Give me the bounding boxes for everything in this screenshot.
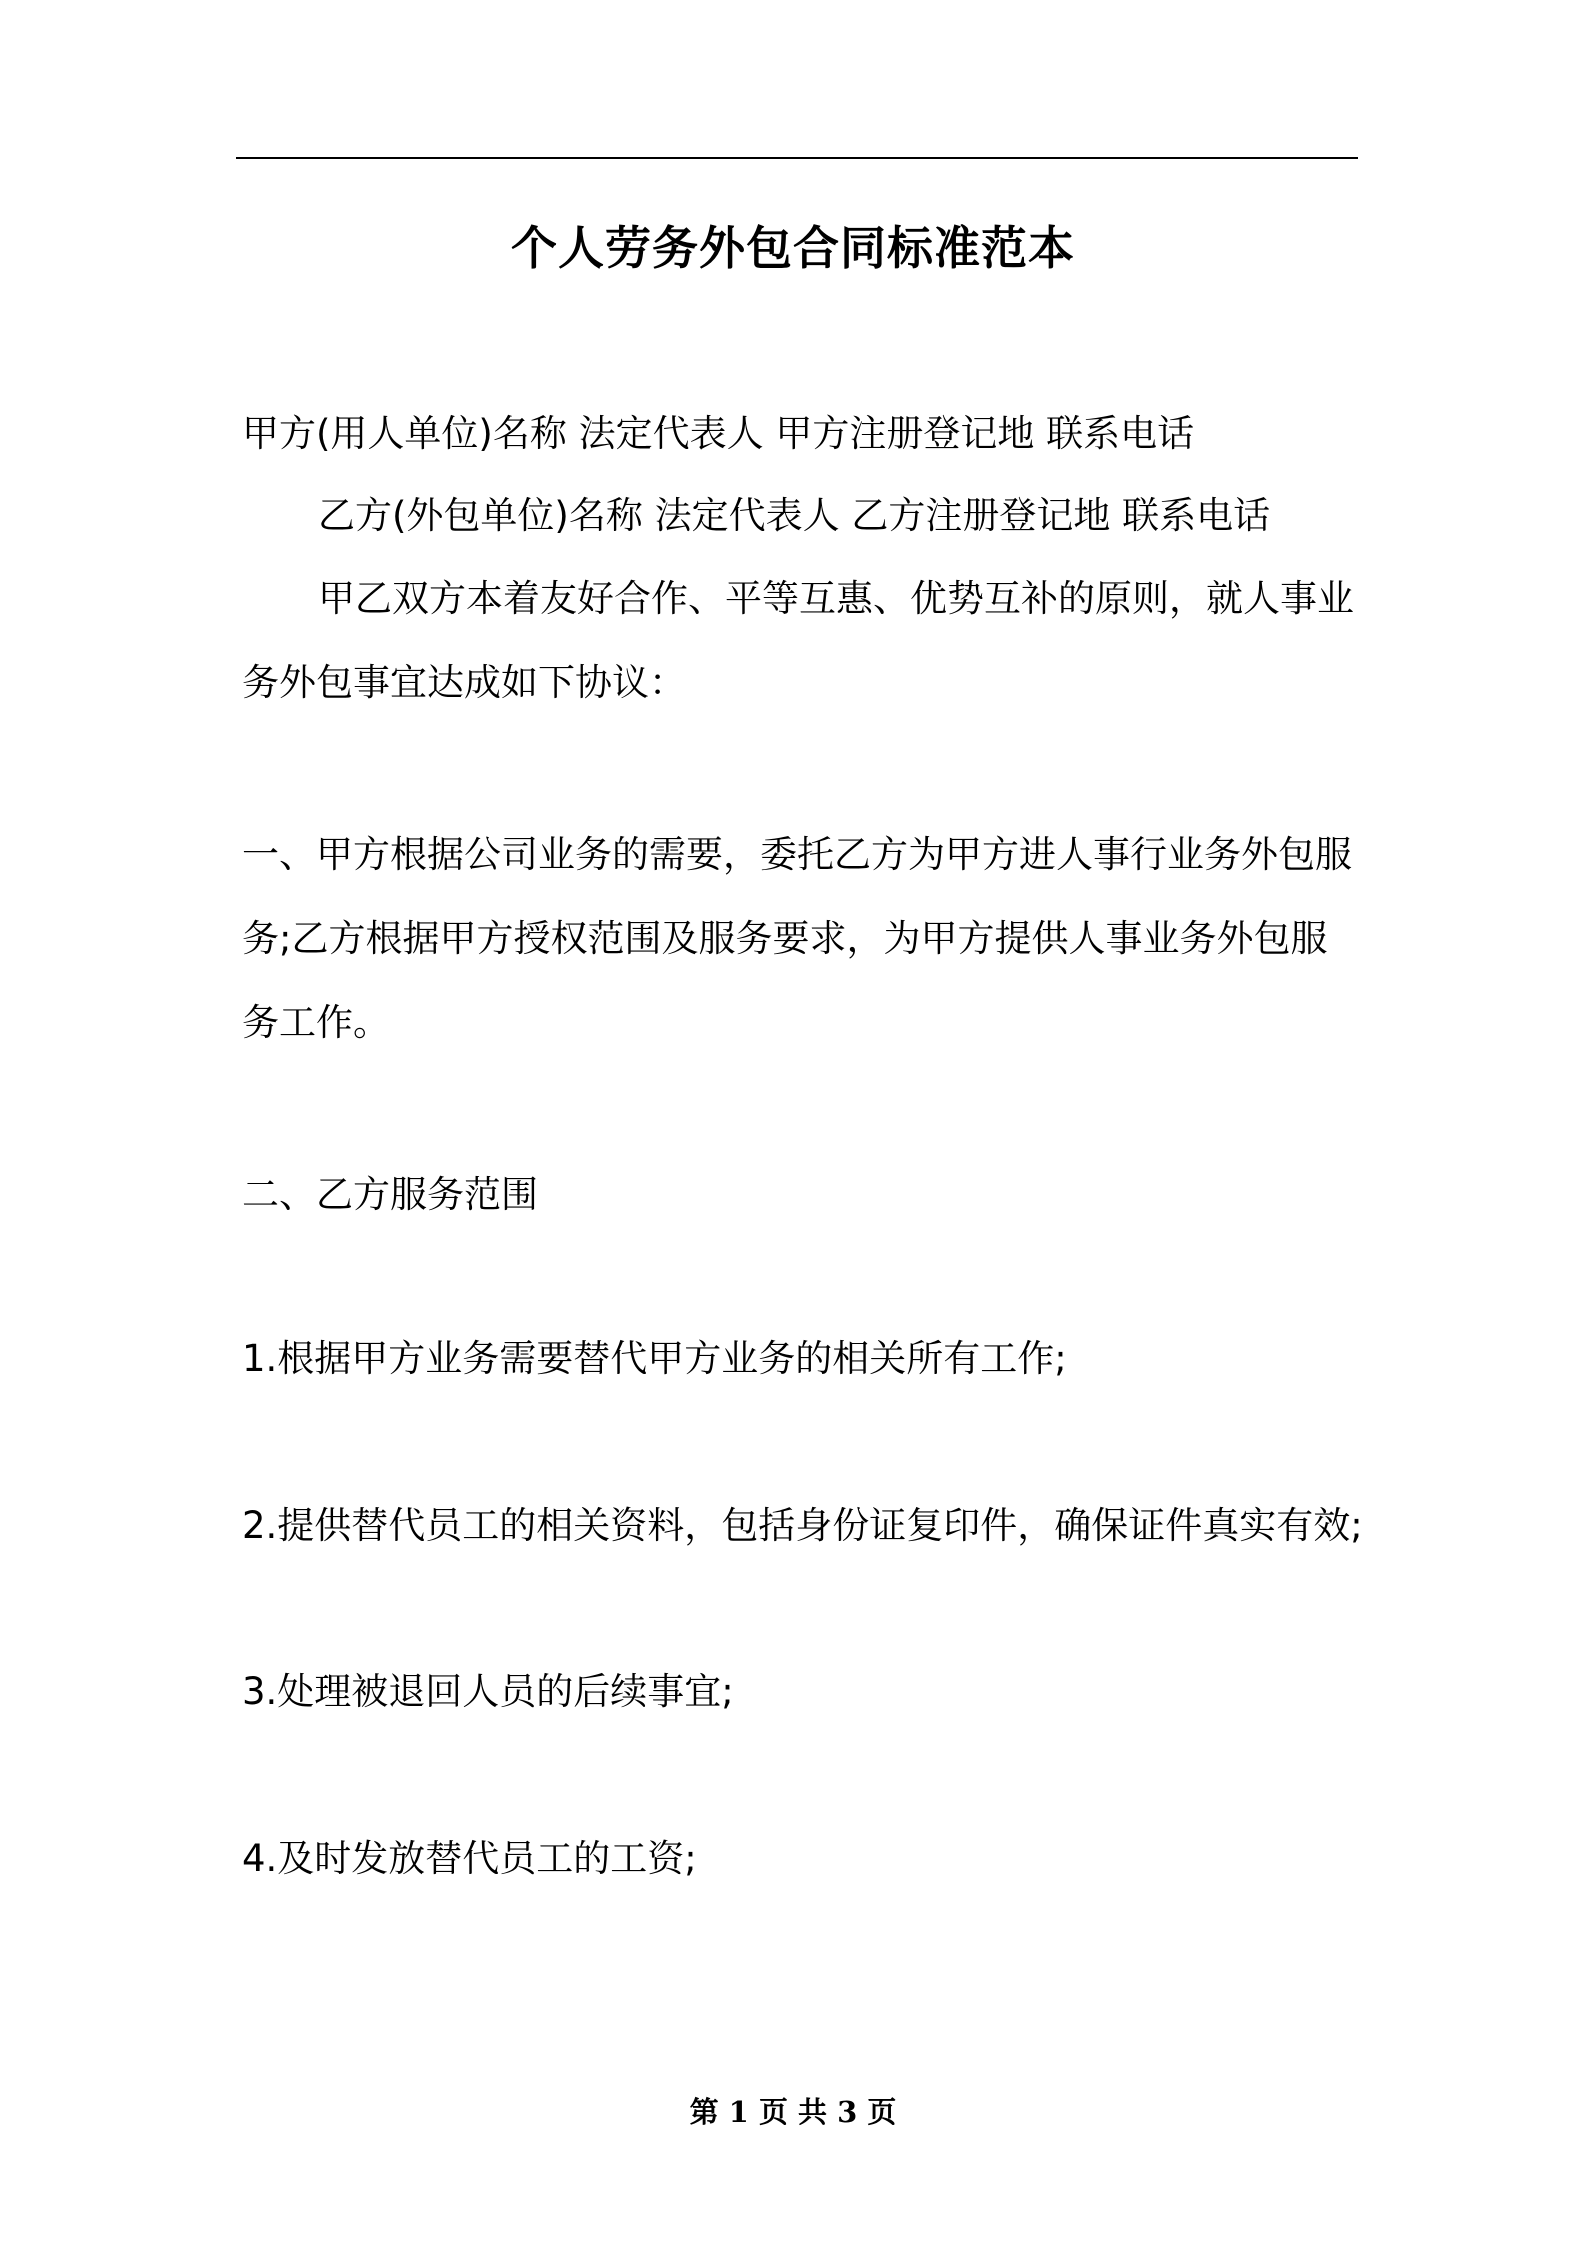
list-item-1: 1.根据甲方业务需要替代甲方业务的相关所有工作; — [242, 1337, 1067, 1380]
list-item-3: 3.处理被退回人员的后续事宜; — [242, 1670, 734, 1713]
preamble-paragraph — [242, 557, 1357, 725]
list-item-4: 4.及时发放替代员工的工资; — [242, 1837, 697, 1880]
section-1-line-1: 一、甲方根据公司业务的需要，委托乙方为甲方进人事行业务外包服 — [242, 833, 1352, 876]
section-1-line-2: 务;乙方根据甲方授权范围及服务要求，为甲方提供人事业务外包服 — [242, 917, 1328, 960]
page-indicator: 第 1 页 共 3 页 — [689, 2095, 897, 2129]
document-title: 个人劳务外包合同标准范本 — [511, 221, 1075, 275]
header-divider — [236, 157, 1358, 159]
section-1-line-3: 务工作。 — [242, 1001, 390, 1044]
party-a-line: 甲方(用人单位)名称 法定代表人 甲方注册登记地 联系电话 — [242, 412, 1195, 455]
section-1-paragraph — [242, 813, 1357, 1065]
preamble-line-2: 务外包事宜达成如下协议： — [242, 661, 686, 704]
list-item-2: 2.提供替代员工的相关资料，包括身份证复印件，确保证件真实有效; — [242, 1504, 1363, 1547]
section-2-heading: 二、乙方服务范围 — [242, 1173, 538, 1216]
party-b-line: 乙方(外包单位)名称 法定代表人 乙方注册登记地 联系电话 — [318, 494, 1271, 537]
preamble-line-1: 甲乙双方本着友好合作、平等互惠、优势互补的原则，就人事业 — [318, 577, 1354, 620]
